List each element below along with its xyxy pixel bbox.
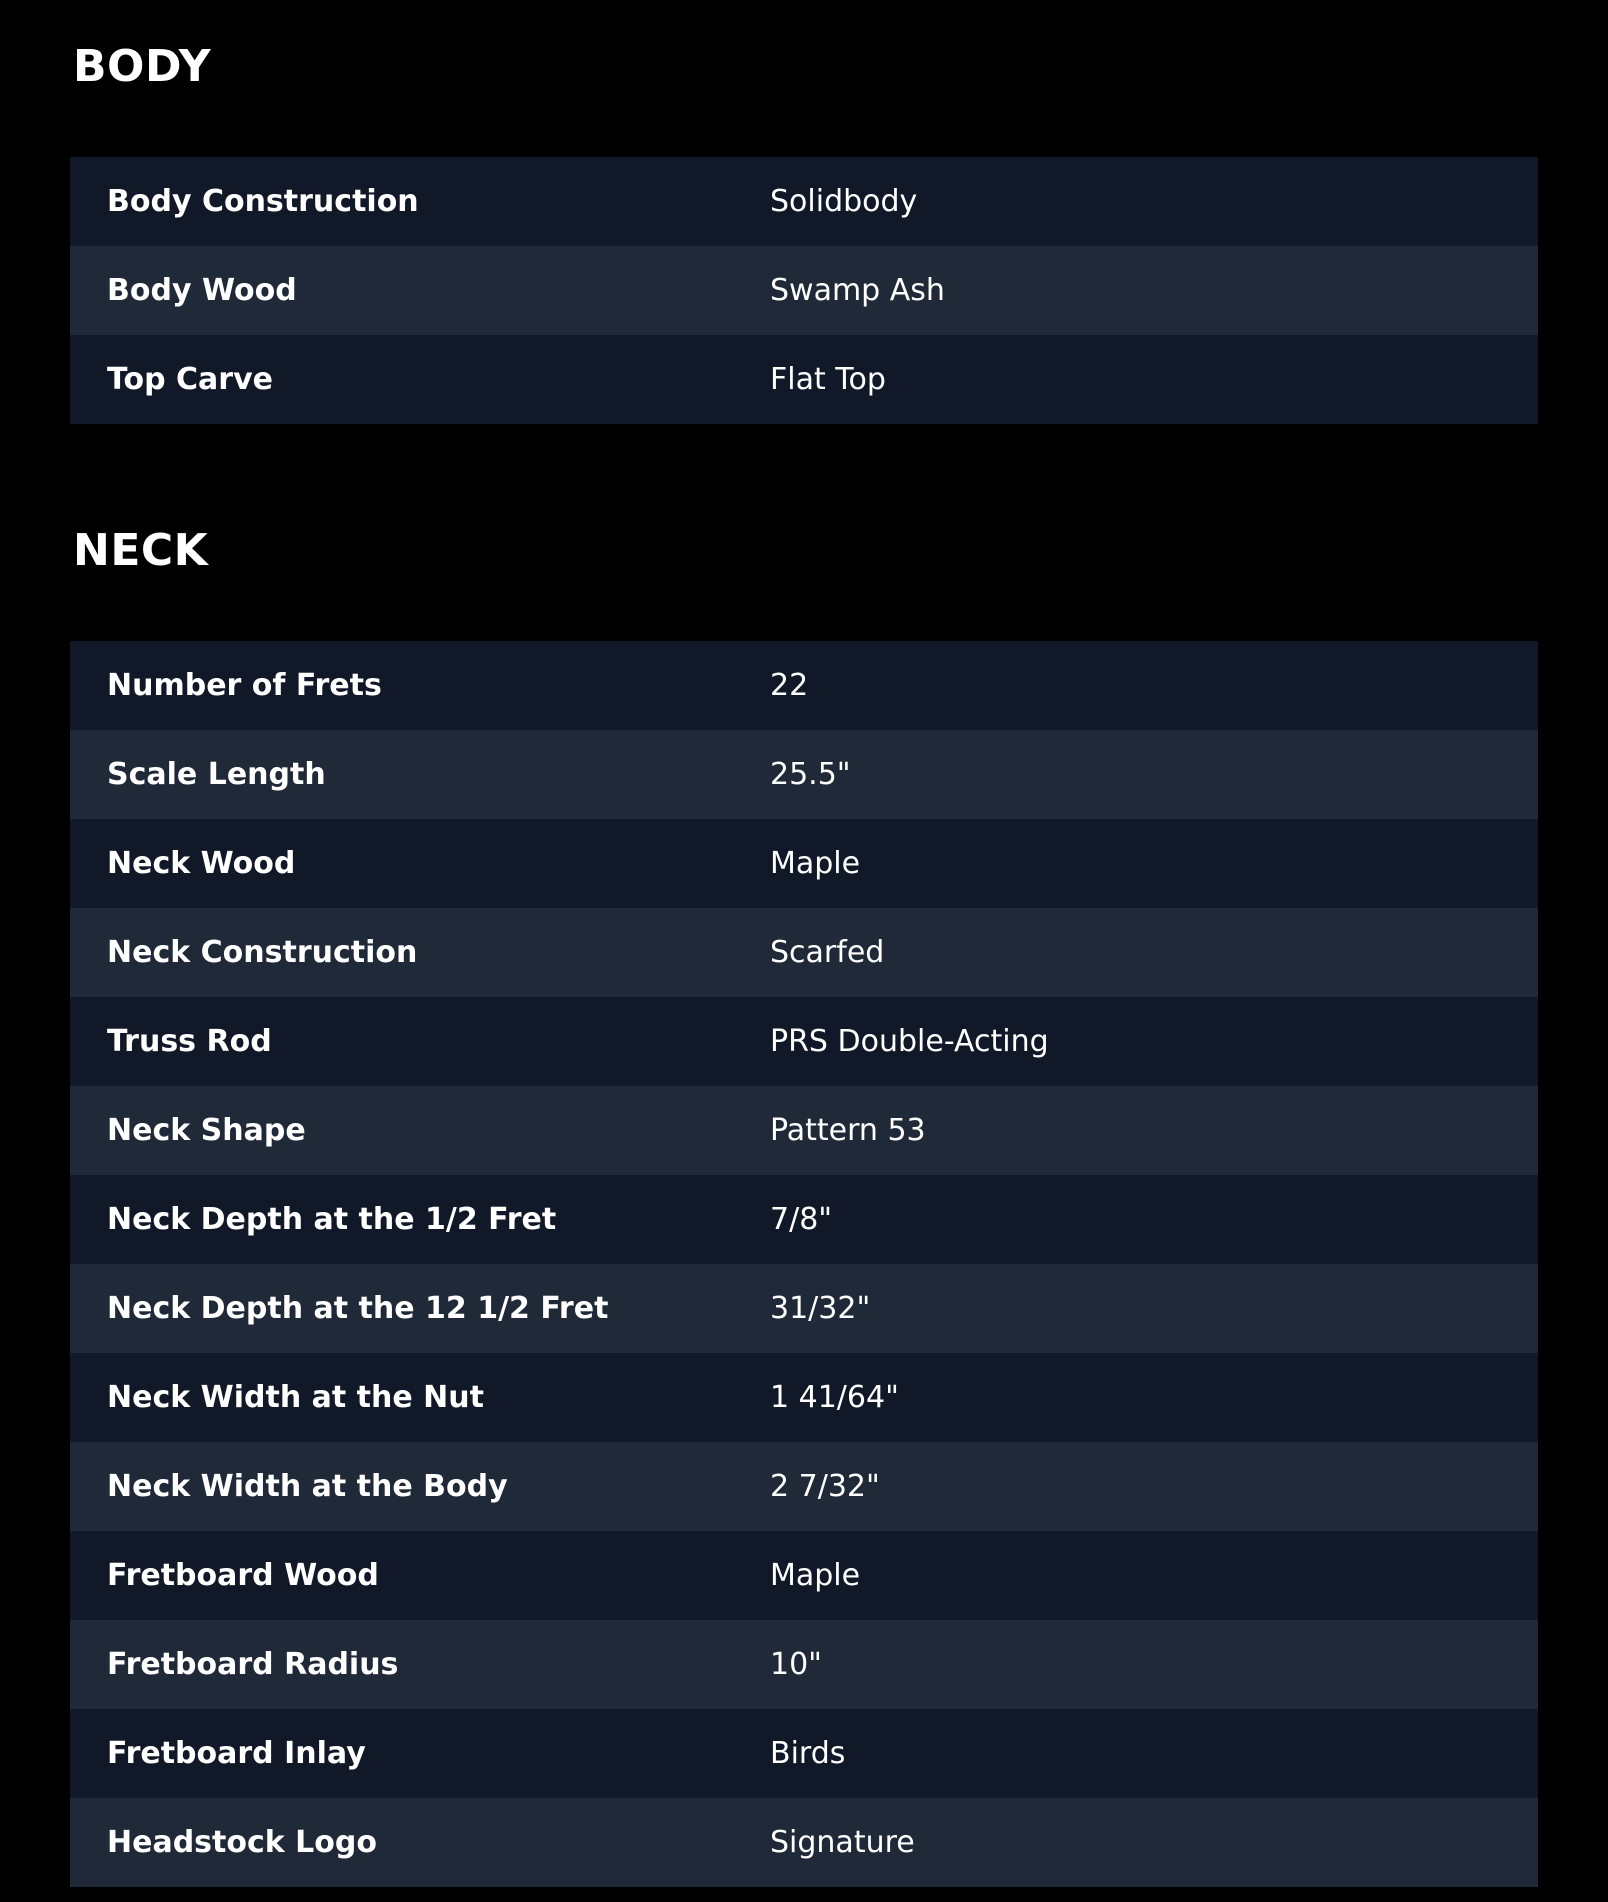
- spec-label: Body Wood: [107, 273, 297, 308]
- spec-label: Scale Length: [107, 757, 326, 792]
- table-row: [70, 1620, 1538, 1709]
- table-row: [70, 641, 1538, 730]
- spec-value: 7/8": [770, 1202, 833, 1237]
- table-row: [70, 819, 1538, 908]
- spec-value: Flat Top: [770, 362, 886, 397]
- spec-label: Neck Width at the Body: [107, 1469, 508, 1504]
- spec-label: Neck Depth at the 1/2 Fret: [107, 1202, 557, 1237]
- spec-value: 10": [770, 1647, 822, 1682]
- spec-value: Swamp Ash: [770, 273, 945, 308]
- spec-value: Maple: [770, 846, 861, 881]
- spec-value: Scarfed: [770, 935, 885, 970]
- table-row: [70, 1353, 1538, 1442]
- spec-value: 25.5": [770, 757, 851, 792]
- spec-value: Pattern 53: [770, 1113, 926, 1148]
- spec-value: 22: [770, 668, 809, 703]
- spec-value: Maple: [770, 1558, 861, 1593]
- spec-value: Birds: [770, 1736, 846, 1771]
- spec-label: Neck Depth at the 12 1/2 Fret: [107, 1291, 609, 1326]
- table-row: [70, 908, 1538, 997]
- table-row: [70, 246, 1538, 335]
- spec-value: 1 41/64": [770, 1380, 899, 1415]
- spec-label: Truss Rod: [107, 1024, 272, 1059]
- table-row: [70, 335, 1538, 424]
- spec-label: Neck Shape: [107, 1113, 306, 1148]
- spec-label: Top Carve: [107, 362, 273, 397]
- table-row: [70, 730, 1538, 819]
- table-row: [70, 1798, 1538, 1887]
- spec-value: Solidbody: [770, 184, 918, 219]
- spec-label: Body Construction: [107, 184, 419, 219]
- spec-label: Neck Construction: [107, 935, 418, 970]
- spec-label: Fretboard Wood: [107, 1558, 379, 1593]
- table-row: [70, 1175, 1538, 1264]
- spec-label: Fretboard Inlay: [107, 1736, 366, 1771]
- table-row: [70, 1086, 1538, 1175]
- spec-label: Number of Frets: [107, 668, 382, 703]
- spec-value: PRS Double-Acting: [770, 1024, 1049, 1059]
- body-spec-table: [70, 157, 1538, 424]
- table-row: [70, 1709, 1538, 1798]
- table-row: [70, 1442, 1538, 1531]
- spec-label: Fretboard Radius: [107, 1647, 399, 1682]
- spec-label: Neck Wood: [107, 846, 296, 881]
- spec-value: 31/32": [770, 1291, 871, 1326]
- table-row: [70, 157, 1538, 246]
- section-title-neck: NECK: [73, 525, 209, 576]
- spec-label: Headstock Logo: [107, 1825, 377, 1860]
- table-row: [70, 1264, 1538, 1353]
- table-row: [70, 1531, 1538, 1620]
- neck-spec-table: [70, 641, 1538, 1887]
- spec-label: Neck Width at the Nut: [107, 1380, 484, 1415]
- table-row: [70, 997, 1538, 1086]
- spec-value: 2 7/32": [770, 1469, 880, 1504]
- section-title-body: BODY: [73, 41, 212, 92]
- spec-value: Signature: [770, 1825, 915, 1860]
